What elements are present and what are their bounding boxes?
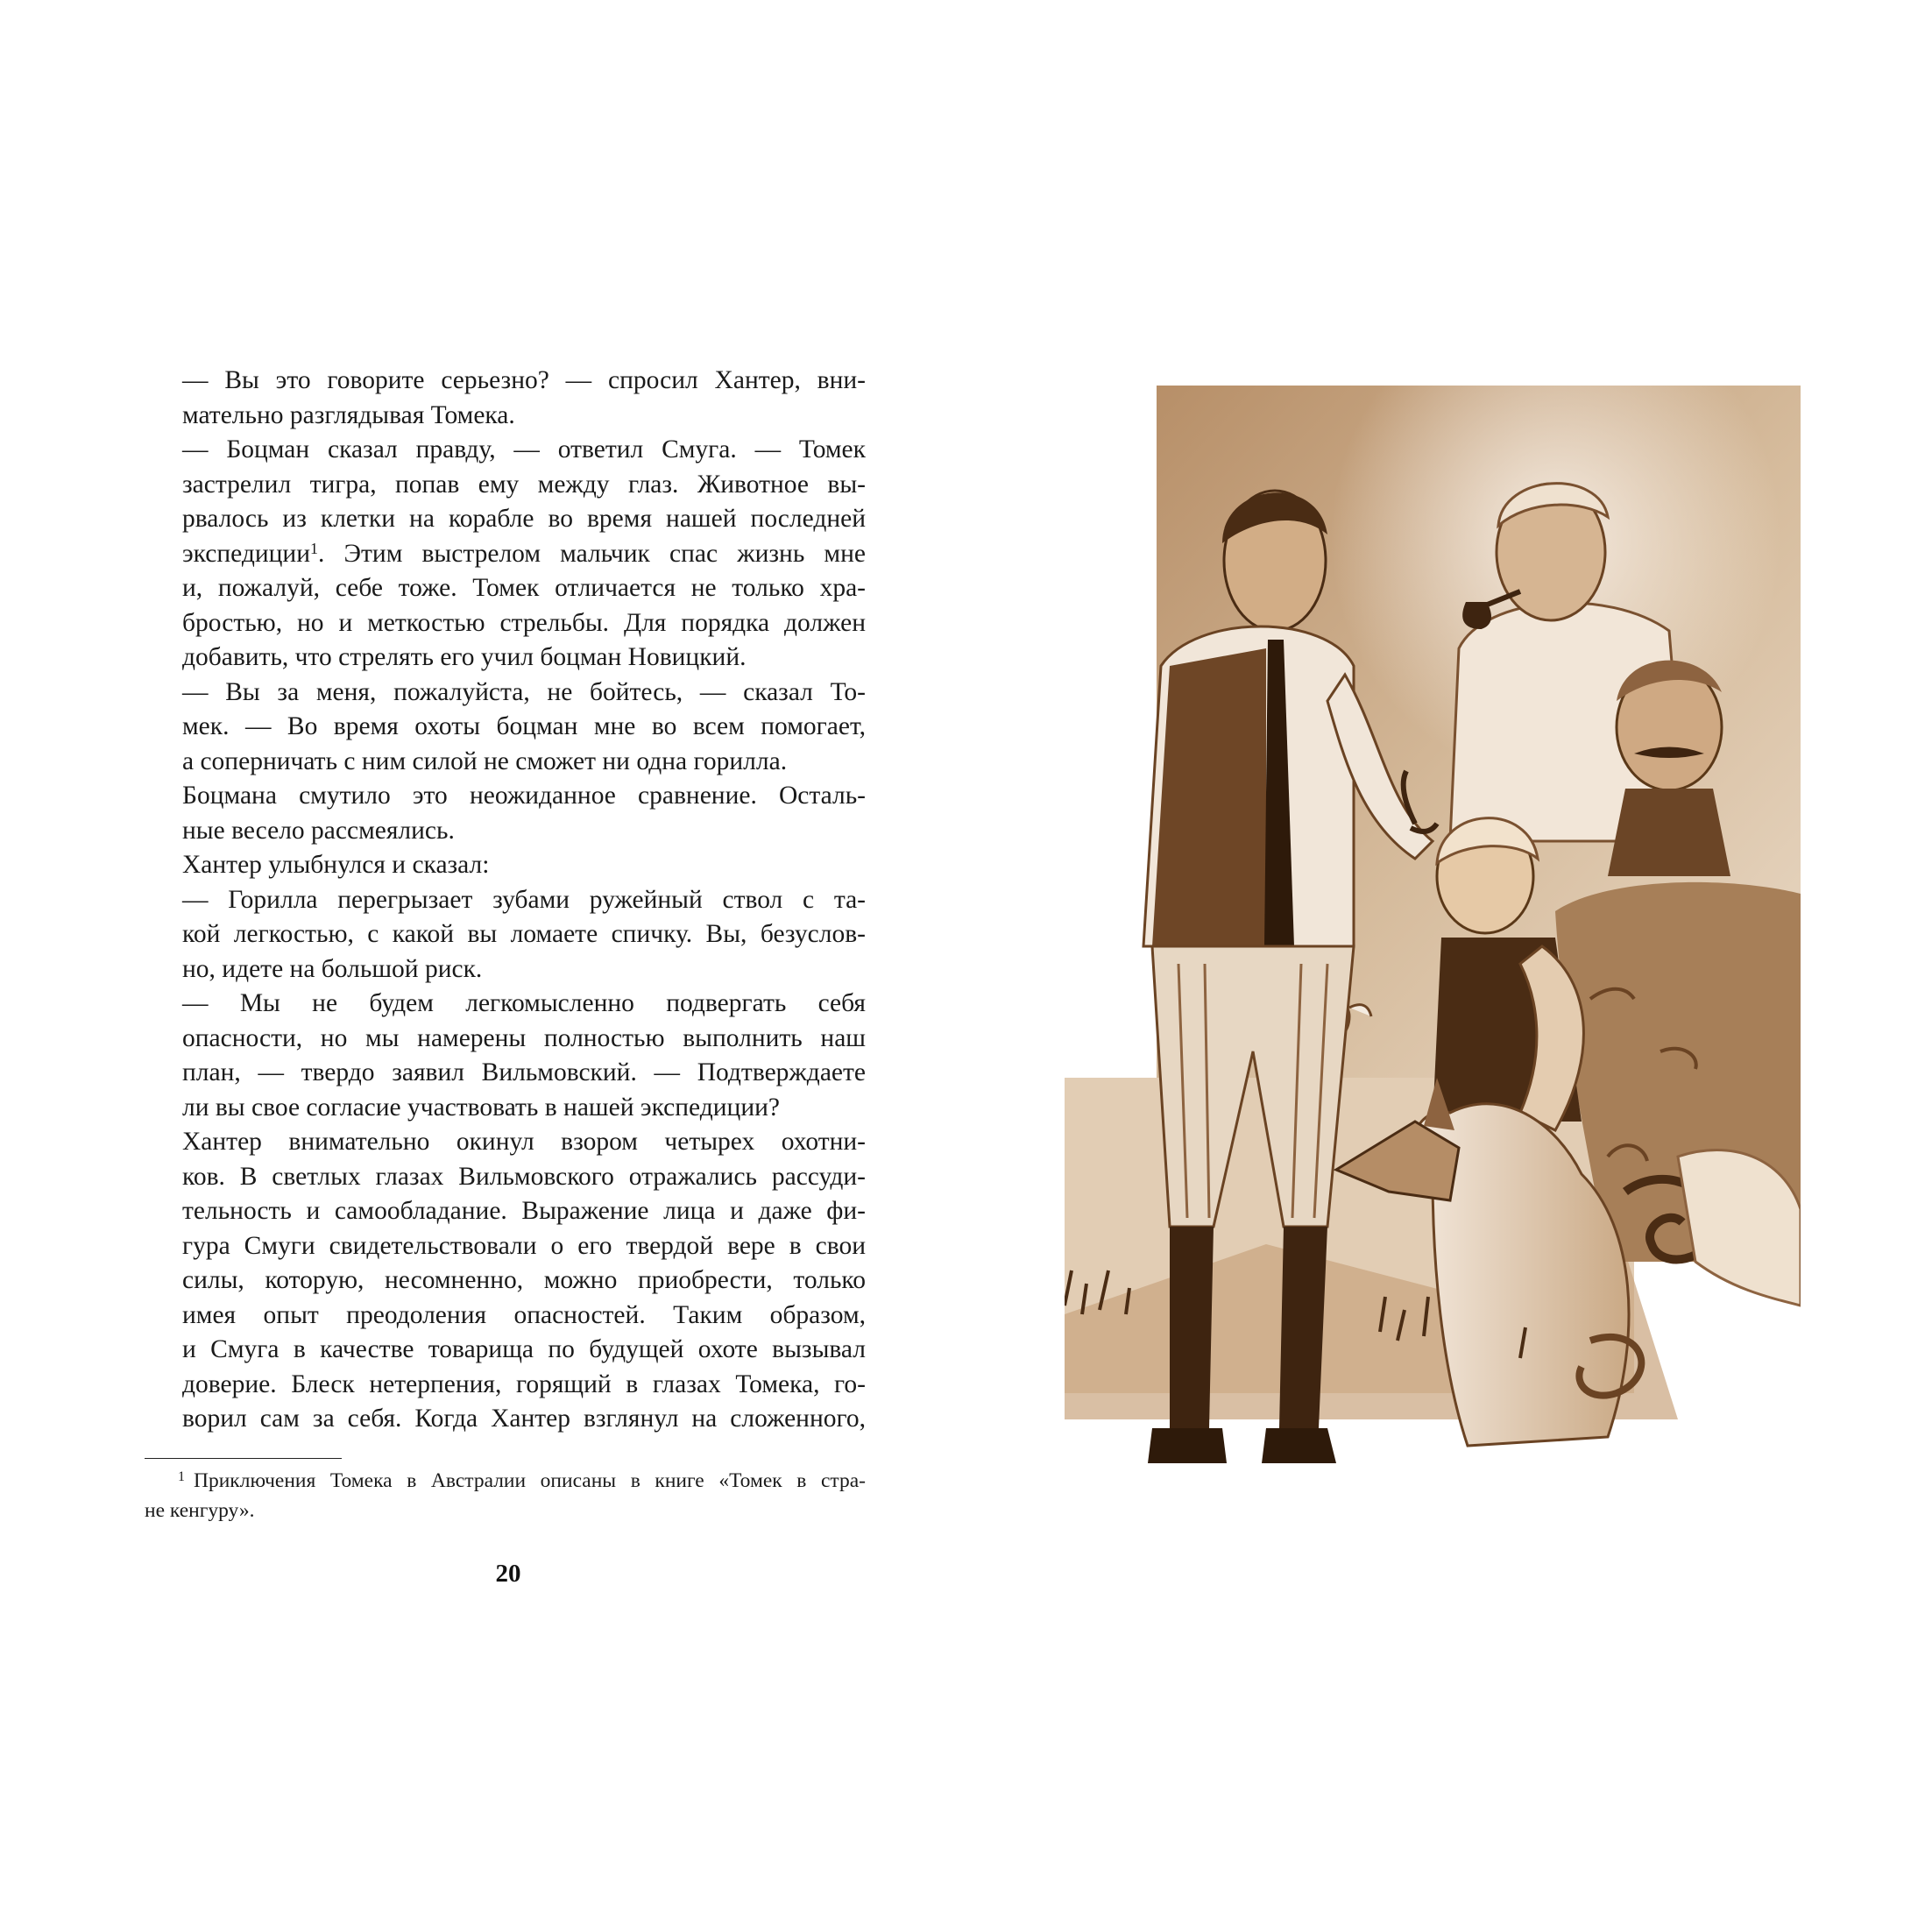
- paragraph: [145, 987, 866, 1125]
- text-line: мек. — Во время охоты боцман мне во всем помогает,: [182, 712, 866, 740]
- text-line: силы, которую, несомненно, можно приобрести, только: [182, 1266, 866, 1294]
- text-line: Хантер улыбнулся и сказал:: [182, 851, 490, 879]
- text-line: — Вы это говорите серьезно? — спросил Хантер, вни-: [182, 366, 866, 394]
- text-fragment: . Этим выстрелом мальчик спас жизнь мне: [318, 539, 866, 568]
- text-line: Хантер внимательно окинул взором четырех охотни-: [182, 1128, 866, 1156]
- text-line: бростью, но и меткостью стрельбы. Для порядка должен: [182, 608, 866, 637]
- footnote-reference[interactable]: 1: [310, 539, 319, 557]
- text-line: — Мы не будем легкомысленно подвергать себя: [182, 989, 866, 1017]
- text-line: ли вы свое согласие участвовать в нашей экспедиции?: [182, 1093, 781, 1122]
- text-line: имея опыт преодоления опасностей. Таким образом,: [182, 1300, 866, 1329]
- text-line: кой легкостью, с какой вы ломаете спичку. Вы, безуслов-: [182, 920, 866, 948]
- text-line: — Горилла перегрызает зубами ружейный ствол с та-: [182, 885, 866, 914]
- text-line: застрелил тигра, попав ему между глаз. Животное вы-: [182, 470, 866, 499]
- text-line: доверие. Блеск нетерпения, горящий в глазах Томека, го-: [182, 1369, 866, 1398]
- hunter-shoes: [1148, 1428, 1336, 1463]
- page-number: 20: [495, 1560, 521, 1588]
- text-line: Боцмана смутило это неожиданное сравнение. Осталь-: [182, 782, 866, 810]
- paragraph: [145, 433, 866, 676]
- text-line: ные весело рассмеялись.: [182, 816, 455, 845]
- text-line: ворил сам за себя. Когда Хантер взглянул на сложенного,: [182, 1405, 866, 1433]
- text-line: и Смуга в качестве товарища по будущей охоте вызывал: [182, 1335, 866, 1363]
- footnote-mark: 1: [178, 1469, 185, 1484]
- text-line: тельность и самообладание. Выражение лица и даже фи-: [182, 1197, 866, 1225]
- text-line: опасности, но мы намерены полностью выполнить наш: [182, 1023, 866, 1052]
- paragraph: [145, 883, 866, 987]
- footnote-line: [145, 1466, 866, 1496]
- text-line: мательно разглядывая Томека.: [182, 400, 515, 429]
- mustache-man-collar: [1608, 789, 1730, 876]
- text-line: гура Смуги свидетельствовали о его твердой вере в свои: [182, 1231, 866, 1260]
- paragraph: [145, 779, 866, 848]
- sepia-illustration: [1065, 386, 1801, 1516]
- paragraph: [145, 1125, 866, 1437]
- footnote-text: Приключения Томека в Австралии описаны в книге «Томек в стра-: [194, 1469, 866, 1492]
- paragraph: [145, 364, 866, 433]
- illustration-drawing: [1065, 386, 1801, 1516]
- text-line: добавить, что стрелять его учил боцман Новицкий.: [182, 643, 747, 671]
- footnote: [145, 1466, 866, 1525]
- text-line: — Боцман сказал правду, — ответил Смуга. — Томек: [182, 435, 866, 464]
- text-line: ков. В светлых глазах Вильмовского отражались рассуди-: [182, 1162, 866, 1191]
- footnote-divider: [145, 1458, 342, 1459]
- text-line: но, идете на большой риск.: [182, 954, 483, 983]
- text-fragment: экспедиции: [182, 539, 311, 568]
- text-line: план, — твердо заявил Вильмовский. — Подтверждаете: [182, 1058, 866, 1086]
- text-page: [145, 364, 866, 1437]
- paragraph: [145, 848, 866, 883]
- text-line: рвалось из клетки на корабле во время нашей последней: [182, 505, 866, 533]
- text-line: а соперничать с ним силой не сможет ни одна горилла.: [182, 747, 788, 775]
- footnote-line: не кенгуру».: [145, 1499, 255, 1522]
- paragraph: [145, 676, 866, 780]
- text-line-with-footnote: [145, 537, 866, 572]
- hunter-vest: [1152, 648, 1266, 955]
- text-line: — Вы за меня, пожалуйста, не бойтесь, — сказал То-: [182, 677, 866, 706]
- text-line: и, пожалуй, себе тоже. Томек отличается не только хра-: [182, 574, 866, 602]
